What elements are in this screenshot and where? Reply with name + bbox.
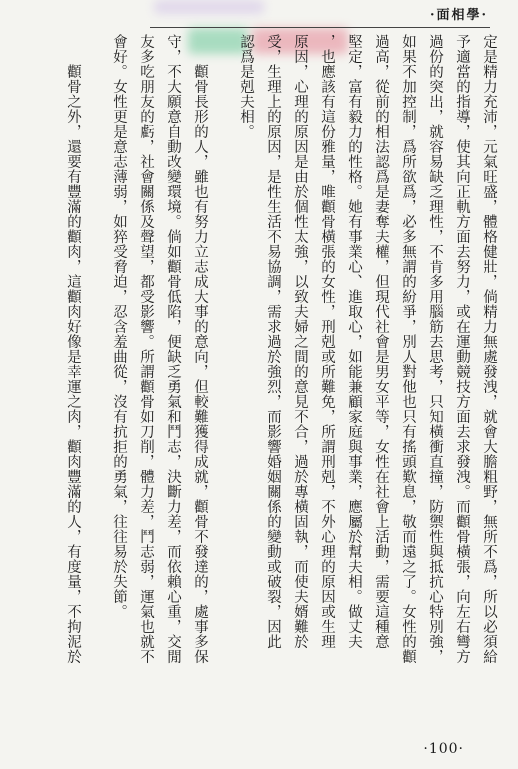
text-column: 顴骨長形的人，雖也有努力立志成大事的意向，但較難獲得成就，顴骨不發達的，處事多保	[192, 34, 208, 664]
text-column: 定是精力充沛，元氣旺盛，體格健壯，倘精力無處發洩，就會大膽粗野，無所不爲，所以必須給	[481, 34, 497, 664]
running-header: ·面相學·	[429, 8, 488, 23]
text-column: 認爲是剋夫相。	[238, 34, 254, 139]
paragraph-gap	[91, 34, 101, 734]
text-column: 過高，從前的相法認爲是妻奪夫權，但現代社會是男女平等，女性在社會上活動，需要這種意	[373, 34, 389, 649]
text-column: 過份的突出，就容易缺乏理性，不肯多用腦筋去思考，只知橫衝直撞，防禦性與抵抗心特別強，	[427, 34, 443, 664]
text-column: 原因，心理的原因是由於個性太強，以致夫婦之間的意見不合，過於專橫固執，而使夫婿難於	[292, 34, 308, 649]
text-column: 友多吃朋友的虧，社會關係及聲望，都受影響。所謂顴骨如刀削，體力差，鬥志弱，運氣也就不	[138, 34, 154, 664]
text-column: 如果不加控制，爲所欲爲，必多無謂的紛爭，別人對他也只有搖頭歎息，敬而遠之了。女性的顴	[400, 34, 416, 664]
text-column: 堅定，富有毅力的性格。她有事業心、進取心，如能兼顧家庭與事業，應屬於幫夫相。做丈夫	[346, 34, 362, 649]
paragraph-gap	[218, 34, 228, 734]
text-column: ，也應該有這份雅量，唯顴骨橫張的女性，刑剋或所難免，所謂刑剋，不外心理的原因或生理	[319, 34, 335, 649]
page-number: ·100·	[423, 741, 464, 757]
blurred-watermark	[154, 0, 264, 14]
text-column: 顴骨之外，還要有豐滿的顴肉，這顴肉好像是幸運之肉，顴肉豐滿的人，有度量，不拘泥於	[65, 34, 81, 664]
text-column: 受，生理上的原因，是性生活不易協調，需求過於強烈，而影響婚姻關係的變動或破裂，因此	[265, 34, 281, 649]
text-column: 守，不大願意自動改變環境。倘如顴骨低陷，便缺乏勇氣和鬥志，決斷力差，而依賴心重，交閒	[165, 34, 181, 664]
text-column: 予適當的指導，使其向正軌方面去努力，或在運動競技方面去求發洩。而顴骨橫張，向左右彎方	[454, 34, 470, 664]
vertical-text-body	[64, 34, 498, 734]
header-rule	[150, 27, 490, 28]
text-column: 會好。女性更是意志薄弱，如猝受脅迫，忍含羞曲從，沒有抗拒的勇氣，往往易於失節。	[111, 34, 127, 619]
